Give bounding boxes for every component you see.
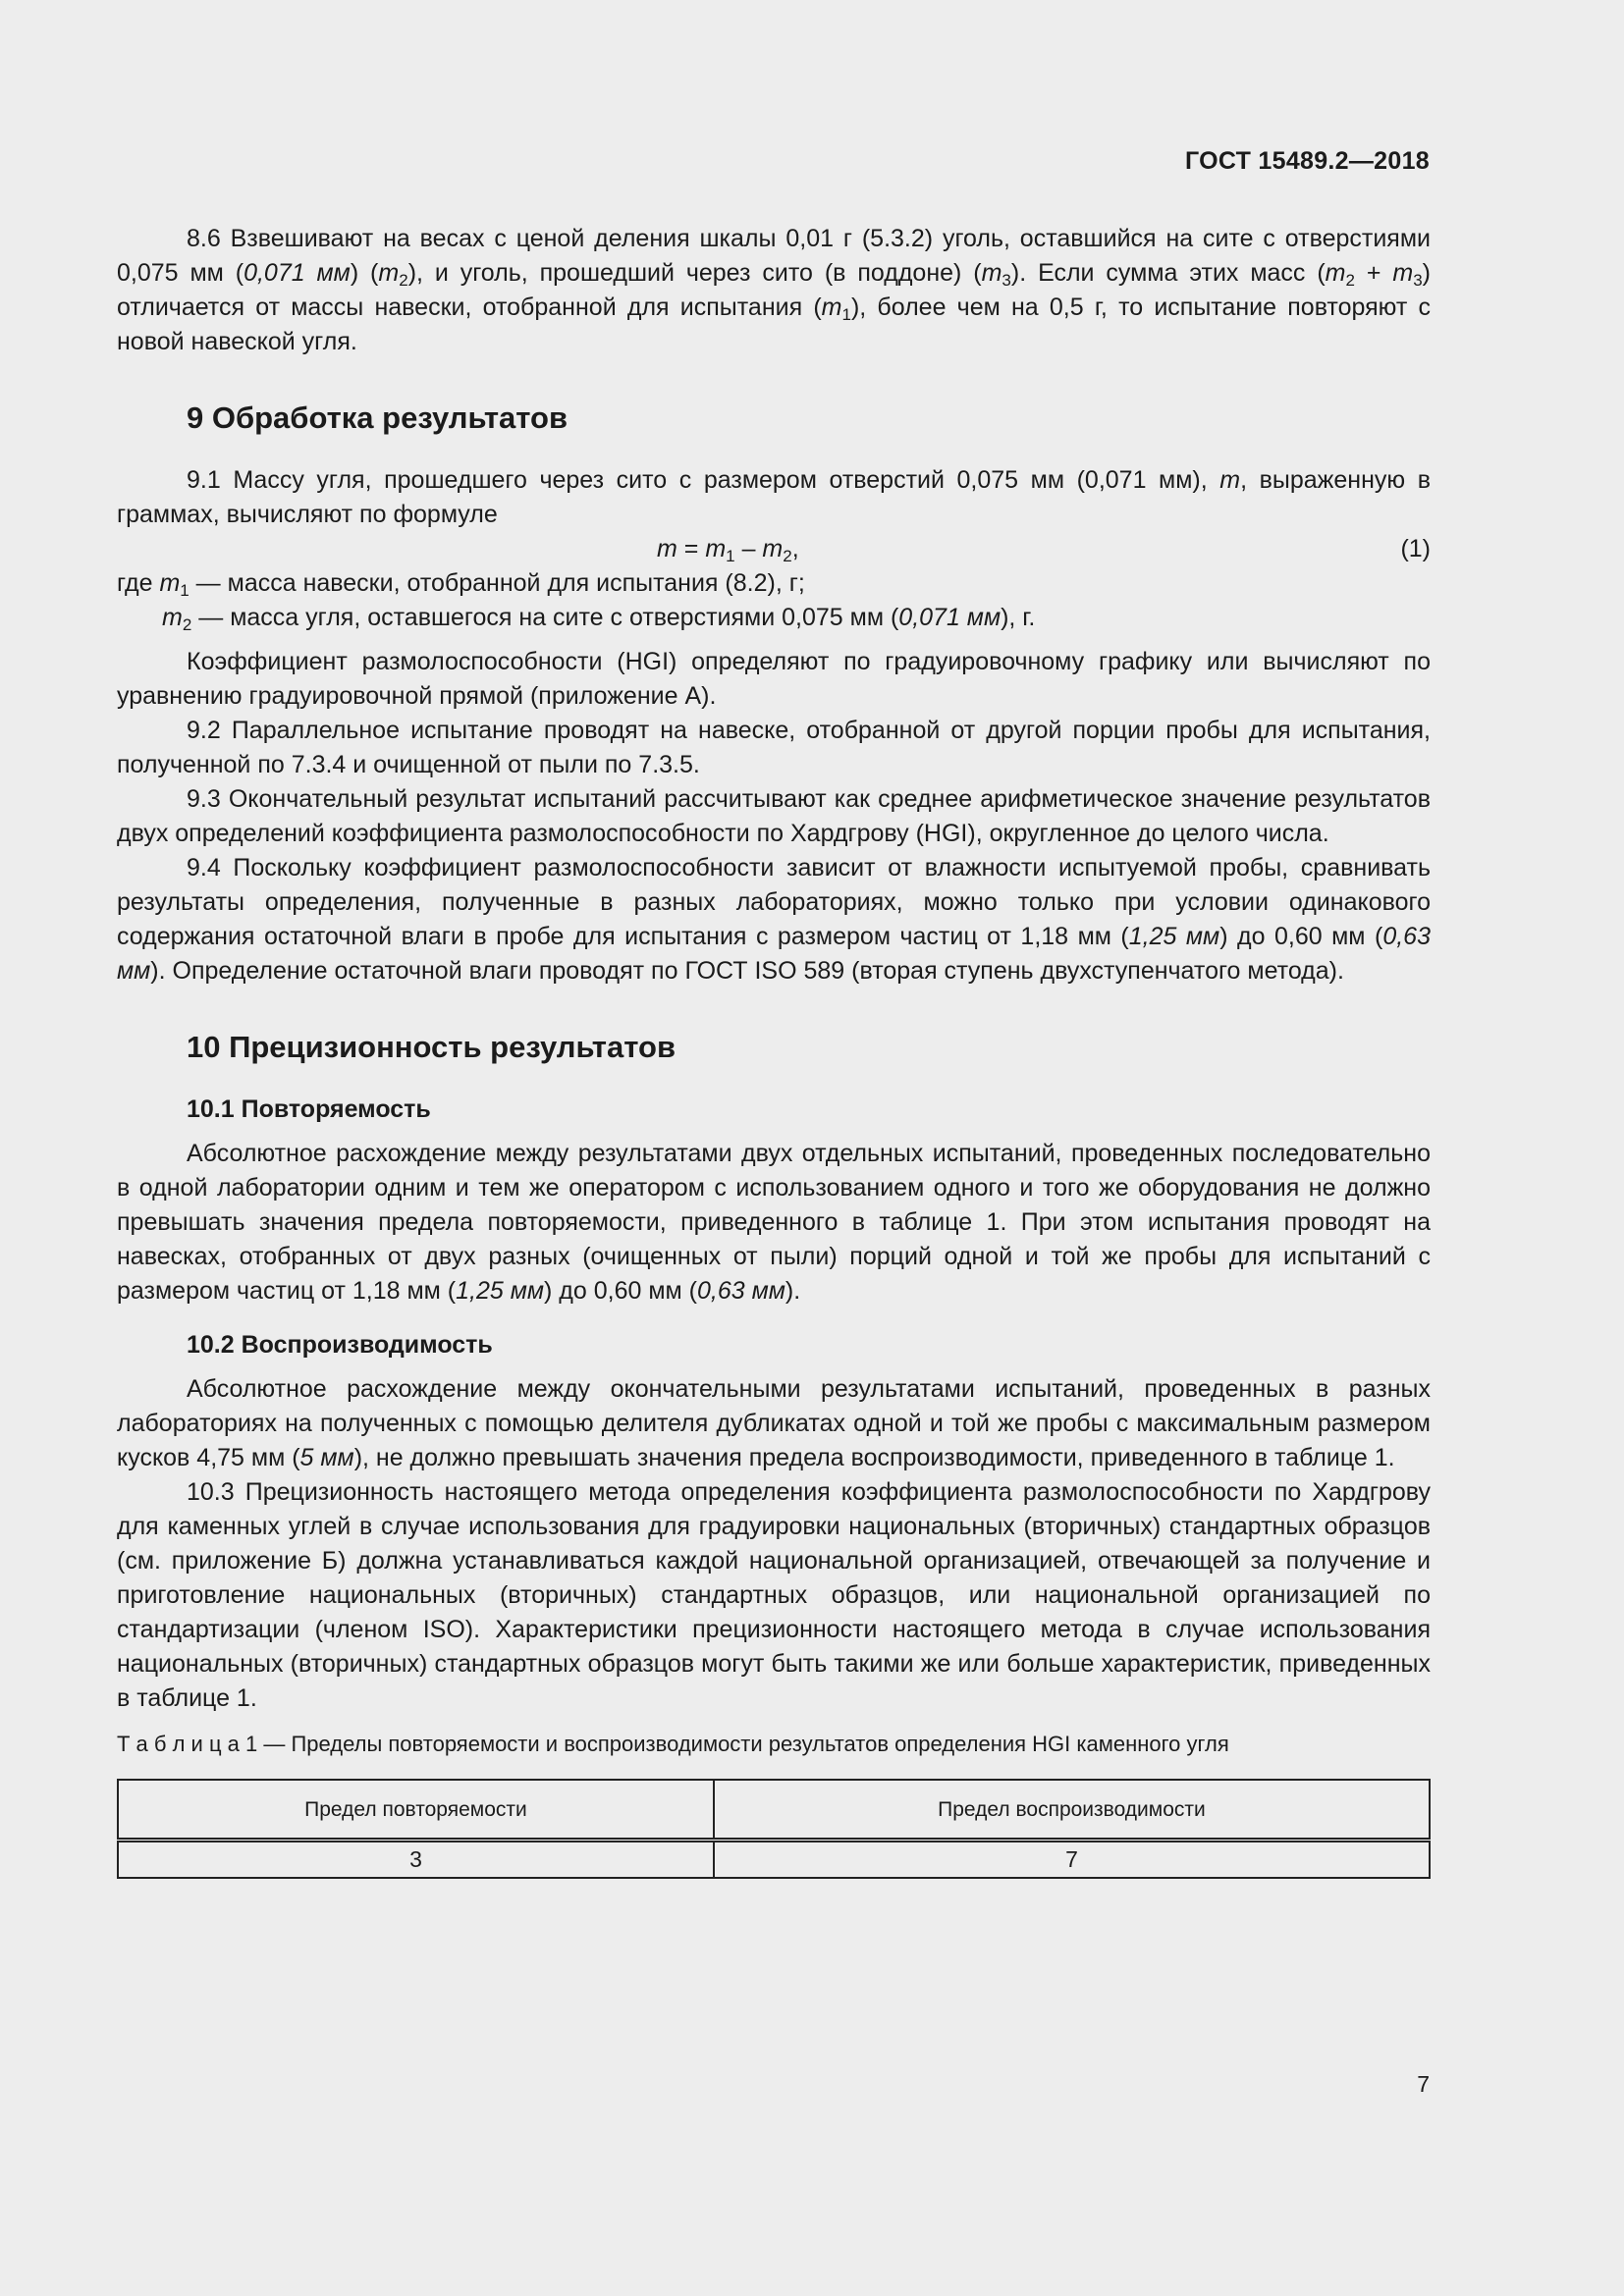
paragraph-10-1: Абсолютное расхождение между результатами двух отдельных испытаний, проведенных последовательно в одной лаборатории одним и тем же оператором с использованием одного и того же оборудования не должно превышать значения предела повторяемости, приведенного в таблице 1. При этом испытания проводят на навесках, отобранных от двух разных (очищенных от пыли) порций одной и той же пробы для испытаний с размером частиц от 1,18 мм (1,25 мм) до 0,60 мм (0,63 мм).	[117, 1140, 1431, 1305]
formula-number: (1)	[1400, 535, 1431, 562]
paragraph-9-4: 9.4 Поскольку коэффициент размолоспособности зависит от влажности испытуемой пробы, сравнивать результаты определения, полученные в разных лабораториях, можно только при условии одинакового содержания остаточной влаги в пробе для испытания с размером частиц от 1,18 мм (1,25 мм) до 0,60 мм (0,63 мм). Определение остаточной влаги проводят по ГОСТ ISO 589 (вторая ступень двухступенчатого метода).	[117, 854, 1431, 985]
paragraph-10-3: 10.3 Прецизионность настоящего метода определения коэффициента размолоспособности по Хардгрову для каменных углей в случае использования для градуировки национальных (вторичных) стандартных образцов (см. приложение Б) должна устанавливаться каждой национальной организацией, отвечающей за получение и приготовление национальных (вторичных) стандартных образцов, или национальной организацией по стандартизации (членом ISO). Характеристики прецизионности настоящего метода в случае использования национальных (вторичных) стандартных образцов могут быть такими же или больше характеристик, приведенных в таблице 1.	[117, 1478, 1431, 1712]
section-9-title: 9 Обработка результатов	[187, 400, 568, 435]
page-content	[117, 222, 1431, 1879]
table-cell: 7	[714, 1841, 1430, 1879]
standard-code-header: ГОСТ 15489.2—2018	[1184, 147, 1430, 175]
formula-1	[117, 532, 1431, 566]
subsection-10-2-title: 10.2 Воспроизводимость	[187, 1331, 493, 1359]
where-m2: $m_2$ — масса угля, оставшегося на сите с отверстиями 0,075 мм (0,071 мм), г.	[162, 604, 1036, 634]
section-10-title: 10 Прецизионность результатов	[187, 1030, 676, 1064]
where-m1: где $m_1$ — масса навески, отобранной для испытания (8.2), г;	[117, 569, 805, 600]
table-header-row	[118, 1780, 1430, 1841]
page-number: 7	[1417, 2071, 1430, 2097]
table-header-cell: Предел повторяемости	[118, 1780, 714, 1841]
paragraph-9-2: 9.2 Параллельное испытание проводят на навеске, отобранной от другой порции пробы для испытания, полученной по 7.3.4 и очищенной от пыли по 7.3.5.	[117, 717, 1431, 778]
table-row	[118, 1841, 1430, 1879]
paragraph-8-6: 8.6 Взвешивают на весах с ценой деления шкалы 0,01 г (5.3.2) уголь, оставшийся на сите с отверстиями 0,075 мм (0,071 мм) $(m_2)$, и уголь, прошедший через сито (в поддоне) $(m_3)$. Если сумма этих масс $(m_2 + m_3)$ отличается от массы навески, отобранной для испытания $(m_1)$, более чем на 0,5 г, то испытание повторяют с новой навеской угля.	[117, 225, 1432, 355]
table-header-cell: Предел воспроизводимости	[714, 1780, 1430, 1841]
table-1-caption: Т а б л и ц а 1 — Пределы повторяемости и воспроизводимости результатов определения HGI каменного угля	[117, 1732, 1229, 1756]
subsection-10-1-title: 10.1 Повторяемость	[187, 1095, 431, 1123]
table-cell: 3	[118, 1841, 714, 1879]
paragraph-9-3: 9.3 Окончательный результат испытаний рассчитывают как среднее арифметическое значение результатов двух определений коэффициента размолоспособности по Хардгрову (HGI), округленное до целого числа.	[117, 785, 1431, 847]
paragraph-9-1: 9.1 Массу угля, прошедшего через сито с размером отверстий 0,075 мм (0,071 мм), m, выраженную в граммах, вычисляют по формуле	[117, 466, 1431, 528]
formula-expression: $m = m_1 - m_2$,	[657, 535, 799, 565]
paragraph-10-2: Абсолютное расхождение между окончательными результатами испытаний, проведенных в разных лабораториях на полученных с помощью делителя дубликатах одной и той же пробы с максимальным размером кусков 4,75 мм (5 мм), не должно превышать значения предела воспроизводимости, приведенного в таблице 1.	[117, 1375, 1431, 1471]
paragraph-hgi: Коэффициент размолоспособности (HGI) определяют по градуировочному графику или вычисляют по уравнению градуировочной прямой (приложение А).	[117, 648, 1431, 710]
table-1	[117, 1779, 1431, 1879]
